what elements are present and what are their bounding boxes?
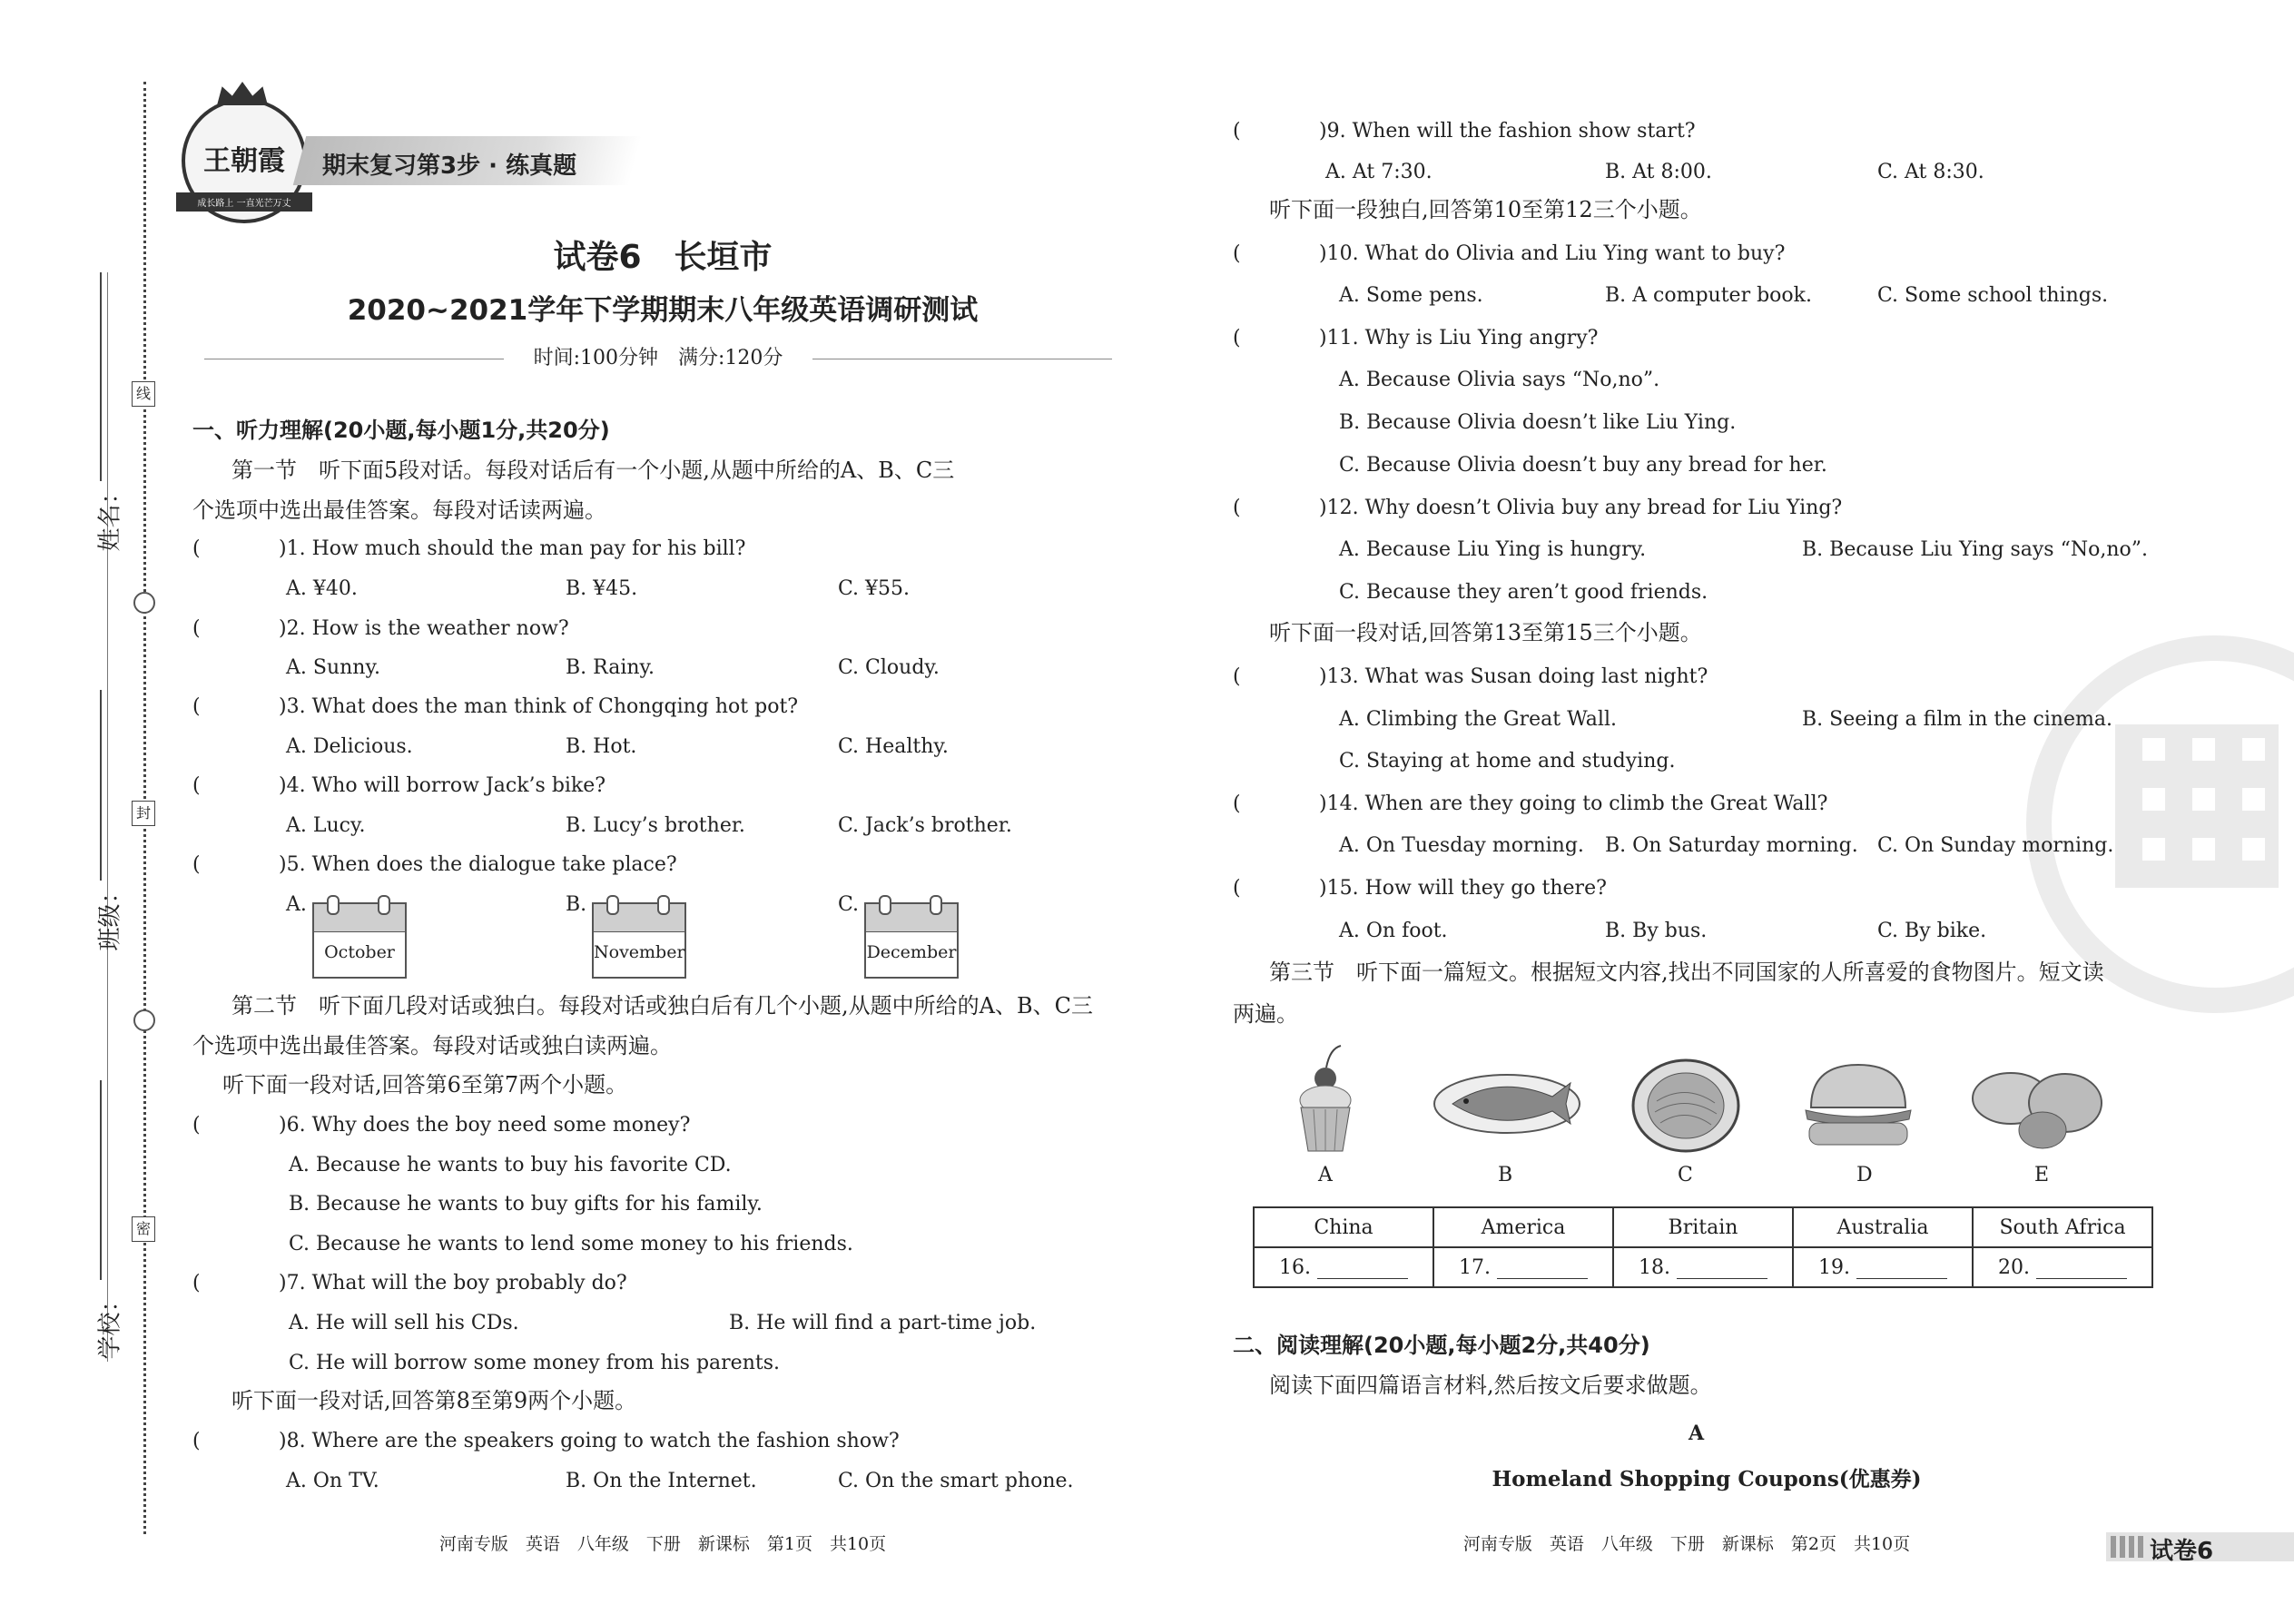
answer-blank-2[interactable]: ( [192, 617, 201, 640]
footer-right: 河南专版 英语 八年级 下册 新课标 第2页 共10页 [1462, 1534, 1911, 1554]
answer-blank-8[interactable]: ( [192, 1430, 201, 1452]
sec2-instruction-2: 个选项中选出最佳答案。每段对话或独白读两遍。 [192, 1033, 672, 1058]
watermark-seal [2026, 635, 2294, 1013]
q12-option-a: A. Because Liu Ying is hungry. [1339, 538, 1647, 561]
answer-blank-3[interactable]: ( [192, 695, 201, 718]
school-label: 学校： [96, 1288, 124, 1360]
q11-option-c: C. Because Olivia doesn’t buy any bread for her. [1339, 454, 1827, 477]
answer-blank-10[interactable]: ( [1233, 242, 1241, 265]
q13-text: )13. What was Susan doing last night? [1319, 665, 1708, 688]
intro-8-9: 听下面一段对话,回答第8至第9两个小题。 [231, 1388, 637, 1413]
seal-mid: 封 [132, 801, 155, 826]
exam-subtitle: 2020~2021学年下学期期末八年级英语调研测试 [347, 294, 979, 327]
food-noodles-icon [1629, 1056, 1743, 1156]
q3-text: )3. What does the man think of Chongqing hot pot? [279, 695, 799, 718]
q7-option-b: B. He will find a part-time job. [729, 1312, 1037, 1334]
reading-intro: 阅读下面四篇语言材料,然后按文后要求做题。 [1269, 1373, 1712, 1398]
q12-option-c: C. Because they aren’t good friends. [1339, 581, 1708, 604]
sec3-instruction-2: 两遍。 [1233, 1001, 1298, 1027]
question-10 [1233, 242, 1785, 265]
q10-text: )10. What do Olivia and Liu Ying want to buy? [1319, 242, 1786, 265]
intro-13-15: 听下面一段对话,回答第13至第15三个小题。 [1269, 620, 1702, 645]
table-answer-row [1254, 1247, 2152, 1287]
q14-option-b: B. On Saturday morning. [1605, 834, 1858, 857]
footer-tab-label: 试卷6 [2150, 1538, 2214, 1565]
q8-option-b: B. On the Internet. [566, 1470, 757, 1492]
footer-tab-dots [2111, 1536, 2143, 1558]
blank-18[interactable]: 18. [1613, 1247, 1793, 1287]
food-letter-b: B [1498, 1164, 1513, 1186]
sec3-instruction-1: 第三节 听下面一篇短文。根据短文内容,找出不同国家的人所喜爱的食物图片。短文读 [1269, 960, 2104, 985]
question-6 [192, 1114, 690, 1137]
q2-option-a: A. Sunny. [286, 656, 380, 679]
calendar-december [864, 902, 959, 979]
question-4 [192, 774, 605, 797]
q5-text: )5. When does the dialogue take place? [279, 853, 677, 876]
q2-option-b: B. Rainy. [566, 656, 655, 679]
name-field[interactable] [100, 272, 118, 481]
answer-blank-7[interactable]: ( [192, 1272, 201, 1294]
blank-19[interactable]: 19. [1793, 1247, 1973, 1287]
q13-option-a: A. Climbing the Great Wall. [1339, 708, 1617, 731]
q6-option-b: B. Because he wants to buy gifts for his family. [289, 1193, 763, 1216]
q15-text: )15. How will they go there? [1319, 877, 1607, 900]
q5-option-b: B. [566, 893, 587, 916]
calendar-november-label: November [594, 942, 685, 962]
banner-text: 期末复习第3步 · 练真题 [322, 153, 577, 180]
q4-option-a: A. Lucy. [286, 814, 366, 837]
footer-left: 河南专版 英语 八年级 下册 新课标 第1页 共10页 [438, 1534, 887, 1554]
q14-option-a: A. On Tuesday morning. [1339, 834, 1584, 857]
question-2 [192, 617, 569, 640]
answer-blank-15[interactable]: ( [1233, 877, 1241, 900]
passage-letter: A [1689, 1422, 1705, 1445]
calendar-november [592, 902, 686, 979]
col-britain: Britain [1613, 1207, 1793, 1247]
section-heading-reading: 二、阅读理解(20小题,每小题2分,共40分) [1233, 1333, 1650, 1358]
food-potato-icon [1970, 1062, 2106, 1153]
q15-option-a: A. On foot. [1339, 920, 1448, 942]
q15-option-c: C. By bike. [1877, 920, 1987, 942]
food-letter-d: D [1856, 1164, 1873, 1186]
q10-option-a: A. Some pens. [1339, 284, 1483, 307]
answer-blank-12[interactable]: ( [1233, 497, 1241, 519]
q1-text: )1. How much should the man pay for his bill? [279, 537, 746, 560]
q2-option-c: C. Cloudy. [838, 656, 940, 679]
calendar-december-label: December [866, 942, 957, 962]
q6-text: )6. Why does the boy need some money? [279, 1114, 691, 1137]
exam-meta: 时间:100分钟 满分:120分 [533, 347, 783, 369]
col-australia: Australia [1793, 1207, 1973, 1247]
q9-option-a: A. At 7:30. [1325, 161, 1433, 183]
question-7 [192, 1272, 627, 1294]
q11-text: )11. Why is Liu Ying angry? [1319, 327, 1599, 349]
col-china: China [1254, 1207, 1433, 1247]
seal-top: 线 [132, 381, 155, 407]
question-9 [1233, 120, 1696, 143]
q9-option-b: B. At 8:00. [1605, 161, 1712, 183]
q9-option-c: C. At 8:30. [1877, 161, 1984, 183]
q1-option-c: C. ¥55. [838, 577, 911, 600]
answer-blank-11[interactable]: ( [1233, 327, 1241, 349]
q7-option-c: C. He will borrow some money from his parents. [289, 1352, 780, 1374]
q8-option-c: C. On the smart phone. [838, 1470, 1074, 1492]
q8-text: )8. Where are the speakers going to watch the fashion show? [279, 1430, 900, 1452]
q3-option-b: B. Hot. [566, 735, 637, 758]
q13-option-b: B. Seeing a film in the cinema. [1802, 708, 2112, 731]
q13-option-c: C. Staying at home and studying. [1339, 750, 1676, 773]
question-8 [192, 1430, 900, 1452]
binding-margin [0, 0, 182, 1624]
sec2-instruction-1: 第二节 听下面几段对话或独白。每段对话或独白后有几个小题,从题中所给的A、B、C三 [231, 993, 1093, 1019]
intro-10-12: 听下面一段独白,回答第10至第12三个小题。 [1269, 197, 1702, 222]
calendar-october-label: October [324, 942, 395, 962]
q4-text: )4. Who will borrow Jack’s bike? [279, 774, 606, 797]
table-header-row [1254, 1207, 2152, 1247]
q12-text: )12. Why doesn’t Olivia buy any bread for Liu Ying? [1319, 497, 1843, 519]
q11-option-a: A. Because Olivia says “No,no”. [1339, 369, 1660, 391]
food-answer-table [1253, 1206, 2153, 1288]
question-11 [1233, 327, 1598, 349]
answer-blank-14[interactable]: ( [1233, 792, 1241, 815]
answer-blank-4[interactable]: ( [192, 774, 201, 797]
q15-option-b: B. By bus. [1605, 920, 1708, 942]
class-label: 班级： [96, 880, 124, 951]
q7-text: )7. What will the boy probably do? [279, 1272, 627, 1294]
q3-option-c: C. Healthy. [838, 735, 949, 758]
calendar-october [312, 902, 407, 979]
q1-option-b: B. ¥45. [566, 577, 638, 600]
knot-icon [133, 592, 155, 614]
q4-option-c: C. Jack’s brother. [838, 814, 1012, 837]
school-field[interactable] [100, 1080, 118, 1280]
col-america: America [1433, 1207, 1613, 1247]
q5-option-c: C. [838, 893, 860, 916]
q9-text-visible: )9. When will the fashion show start? [1319, 120, 1696, 143]
question-3 [192, 695, 798, 718]
food-letter-c: C [1678, 1164, 1693, 1186]
answer-blank-1[interactable]: ( [192, 537, 201, 560]
q1-option-a: A. ¥40. [286, 577, 358, 600]
section-heading-listening: 一、听力理解(20小题,每小题1分,共20分) [192, 418, 610, 443]
q14-text: )14. When are they going to climb the Great Wall? [1319, 792, 1828, 815]
food-cupcake-icon [1294, 1044, 1357, 1157]
blank-17[interactable]: 17. [1433, 1247, 1613, 1287]
q10-option-c: C. Some school things. [1877, 284, 2109, 307]
q2-text: )2. How is the weather now? [279, 617, 569, 640]
answer-blank-9[interactable]: ( [1233, 120, 1241, 143]
blank-20[interactable]: 20. [1973, 1247, 2152, 1287]
q12-option-b: B. Because Liu Ying says “No,no”. [1802, 538, 2148, 561]
question-12 [1233, 497, 1842, 519]
q14-option-c: C. On Sunday morning. [1877, 834, 2114, 857]
answer-blank-5[interactable]: ( [192, 853, 201, 876]
q6-option-c: C. Because he wants to lend some money to his friends. [289, 1233, 853, 1255]
q11-option-b: B. Because Olivia doesn’t like Liu Ying. [1339, 411, 1737, 434]
answer-blank-6[interactable]: ( [192, 1114, 201, 1137]
q4-option-b: B. Lucy’s brother. [566, 814, 745, 837]
question-5 [192, 853, 677, 876]
seal-bot: 密 [132, 1216, 155, 1242]
intro-6-7: 听下面一段对话,回答第6至第7两个小题。 [222, 1072, 628, 1097]
q3-option-a: A. Delicious. [286, 735, 413, 758]
logo-badge [182, 98, 307, 223]
logo-brand: 王朝霞 [203, 145, 285, 177]
question-15 [1233, 877, 1607, 900]
answer-blank-13[interactable]: ( [1233, 665, 1241, 688]
q10-option-b: B. A computer book. [1605, 284, 1812, 307]
watermark-glyph [2115, 724, 2279, 888]
blank-16[interactable]: 16. [1254, 1247, 1433, 1287]
question-14 [1233, 792, 1827, 815]
question-1 [192, 537, 745, 560]
crown-icon [217, 82, 268, 105]
q6-option-a: A. Because he wants to buy his favorite CD. [289, 1154, 732, 1176]
col-south-africa: South Africa [1973, 1207, 2152, 1247]
knot-icon [133, 1009, 155, 1031]
food-fish-icon [1425, 1069, 1584, 1137]
food-burger-icon [1802, 1058, 1915, 1153]
name-label: 姓名： [96, 480, 124, 552]
logo-ribbon: 成长路上 一直光芒万丈 [176, 192, 312, 212]
class-field[interactable] [100, 690, 118, 881]
q5-option-a: A. [286, 893, 307, 916]
exam-title: 试卷6 长垣市 [553, 239, 773, 276]
sec1-instruction-1: 第一节 听下面5段对话。每段对话后有一个小题,从题中所给的A、B、C三 [231, 458, 955, 483]
q8-option-a: A. On TV. [286, 1470, 379, 1492]
sec1-instruction-2: 个选项中选出最佳答案。每段对话读两遍。 [192, 497, 606, 523]
question-13 [1233, 665, 1708, 688]
q7-option-a: A. He will sell his CDs. [289, 1312, 519, 1334]
food-letter-e: E [2034, 1164, 2050, 1186]
food-letter-a: A [1318, 1164, 1333, 1186]
passage-title: Homeland Shopping Coupons(优惠券) [1492, 1467, 1922, 1491]
